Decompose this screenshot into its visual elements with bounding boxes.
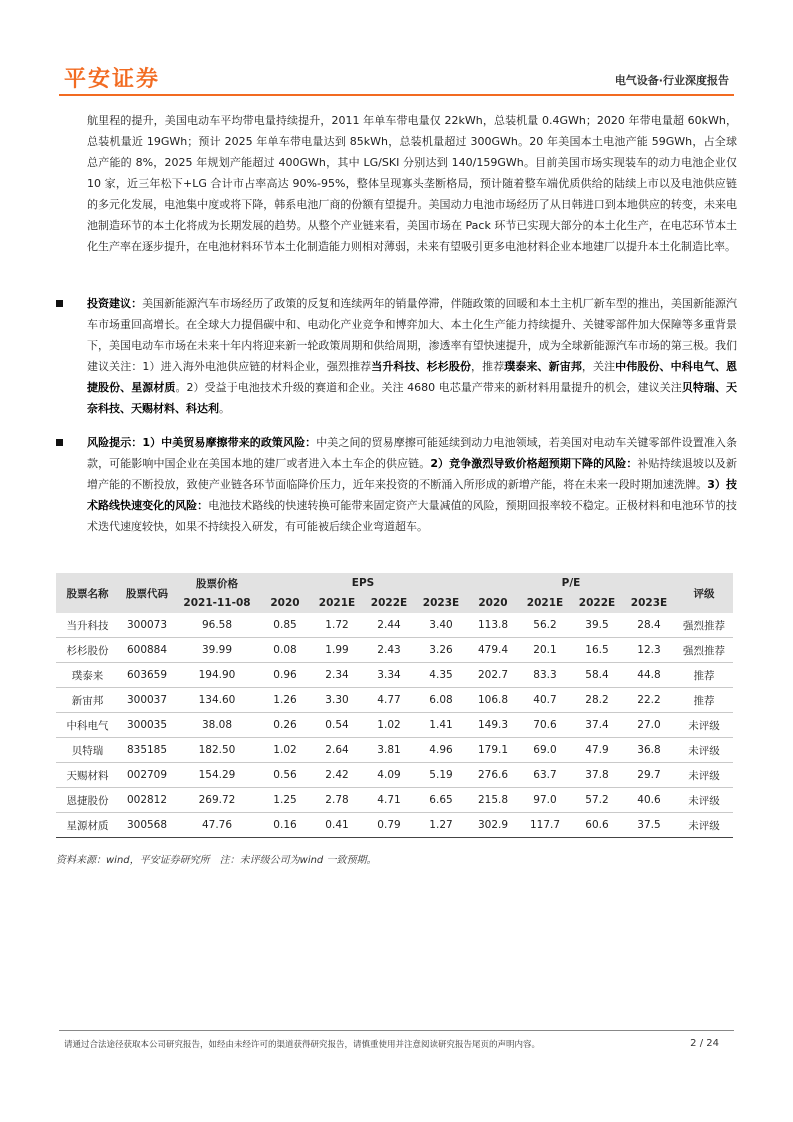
eps-cell: 2.44 [363, 613, 415, 638]
eps-cell: 3.40 [415, 613, 467, 638]
pe-cell: 60.6 [571, 813, 623, 838]
eps-cell: 0.56 [259, 763, 311, 788]
stock-code-cell: 835185 [119, 738, 175, 763]
pe-cell: 37.5 [623, 813, 675, 838]
stock-code-cell: 603659 [119, 663, 175, 688]
stock-price-cell: 96.58 [175, 613, 259, 638]
pe-cell: 83.3 [519, 663, 571, 688]
eps-cell: 1.26 [259, 688, 311, 713]
eps-cell: 4.09 [363, 763, 415, 788]
stock-price-cell: 134.60 [175, 688, 259, 713]
eps-cell: 0.85 [259, 613, 311, 638]
pe-cell: 117.7 [519, 813, 571, 838]
eps-cell: 3.30 [311, 688, 363, 713]
stock-code-cell: 002812 [119, 788, 175, 813]
eps-cell: 2.42 [311, 763, 363, 788]
risk-item-2-text: 补贴持续退坡以及新增产能的不断投放，致使产业链各环节面临降价压力，近年来投资的不断涌入所形成的新增产能，将在未来一段时期加速洗牌。 [87, 457, 738, 491]
pe-cell: 58.4 [571, 663, 623, 688]
eps-cell: 1.27 [415, 813, 467, 838]
pe-cell: 97.0 [519, 788, 571, 813]
eps-cell: 0.08 [259, 638, 311, 663]
table-row [56, 713, 733, 738]
risk-section [56, 432, 737, 537]
stock-price-cell: 38.08 [175, 713, 259, 738]
pe-cell: 56.2 [519, 613, 571, 638]
eps-cell: 4.96 [415, 738, 467, 763]
bullet-square-icon [56, 439, 63, 446]
pe-cell: 63.7 [519, 763, 571, 788]
header-eps: EPS [259, 573, 467, 593]
intro-paragraph: 航里程的提升，美国电动车平均带电量持续提升，2011 年单车带电量仅 22kWh，总装机量 0.4GWh；2020 年带电量超 60kWh，总装机量近 19GWh；预计 2025 年单车带电量达到 85kWh，总装机量超过 300GWh。20 年美国本土电池产能 59GWh，占全球总产能的 8%，2025 年规划产能超过 400GWh，其中 LG/SKI 分别达到 140/159GWh。目前美国市场实现装车的动力电池企业仅 10 家，近三年松下+LG 合计市占率高达 90%-95%，整体呈现寡头垄断格局，预计随着整车端优质供给的陆续上市以及电池供应链的多元化发展，电池集中度或将下降，韩系电池厂商的份额有望提升。美国动力电池市场经历了从日韩进口到本地供应的转变，未来电池制造环节的本土化将成为长期发展的趋势。从整个产业链来看，美国市场在 Pack 环节已实现大部分的本土化生产，在电芯环节本土化生产率在逐步提升，在电池材料环节本土化制造能力则相对薄弱，未来有望吸引更多电池材料企业本地建厂以提升本土化制造比率。 [87, 114, 737, 253]
pe-cell: 37.8 [571, 763, 623, 788]
table-row [56, 638, 733, 663]
eps-cell: 2.34 [311, 663, 363, 688]
stock-code-cell: 002709 [119, 763, 175, 788]
table-source-note: 资料来源：wind，平安证券研究所 注：未评级公司为wind 一致预期。 [56, 855, 377, 866]
eps-cell: 0.79 [363, 813, 415, 838]
stock-price-cell: 39.99 [175, 638, 259, 663]
risk-item-1-text: 中美之间的贸易摩擦可能延续到动力电池领域，若美国对电动车关键零部件设置准入条款，可能影响中国企业在美国本地的建厂或者进入本土车企的供应链。 [87, 436, 738, 470]
pe-cell: 202.7 [467, 663, 519, 688]
eps-cell: 4.35 [415, 663, 467, 688]
eps-cell: 0.54 [311, 713, 363, 738]
pe-cell: 149.3 [467, 713, 519, 738]
investment-strong-buy-stocks: 当升科技、杉杉股份 [371, 360, 472, 373]
stock-rating-table [56, 573, 733, 838]
risk-item-1-title: 1）中美贸易摩擦带来的政策风险： [142, 436, 317, 449]
eps-cell: 3.26 [415, 638, 467, 663]
eps-cell: 6.65 [415, 788, 467, 813]
company-logo: 平安证券 [64, 67, 161, 92]
pe-cell: 179.1 [467, 738, 519, 763]
eps-cell: 0.96 [259, 663, 311, 688]
risk-text [87, 432, 737, 537]
stock-name-cell: 贝特瑞 [56, 738, 119, 763]
rating-cell: 强烈推荐 [675, 638, 733, 663]
table-header-row-1 [56, 573, 733, 593]
risk-label: 风险提示： [87, 436, 143, 449]
page-number: 2 / 24 [690, 1038, 719, 1049]
rating-cell: 推荐 [675, 663, 733, 688]
table-row [56, 738, 733, 763]
stock-code-cell: 600884 [119, 638, 175, 663]
pe-cell: 12.3 [623, 638, 675, 663]
risk-item-2-title: 2）竞争激烈导致价格超预期下降的风险： [430, 457, 638, 470]
stock-name-cell: 新宙邦 [56, 688, 119, 713]
pe-cell: 28.2 [571, 688, 623, 713]
pe-cell: 40.6 [623, 788, 675, 813]
stock-price-cell: 154.29 [175, 763, 259, 788]
eps-cell: 4.77 [363, 688, 415, 713]
table-row [56, 613, 733, 638]
pe-cell: 57.2 [571, 788, 623, 813]
header-eps-year: 2022E [363, 593, 415, 613]
stock-code-cell: 300568 [119, 813, 175, 838]
pe-cell: 106.8 [467, 688, 519, 713]
investment-text-part: 。 [219, 402, 230, 415]
eps-cell: 0.16 [259, 813, 311, 838]
pe-cell: 44.8 [623, 663, 675, 688]
table-row [56, 688, 733, 713]
pe-cell: 20.1 [519, 638, 571, 663]
eps-cell: 1.25 [259, 788, 311, 813]
eps-cell: 3.81 [363, 738, 415, 763]
stock-code-cell: 300073 [119, 613, 175, 638]
stock-price-cell: 194.90 [175, 663, 259, 688]
bullet-square-icon [56, 300, 63, 307]
header-price-date: 2021-11-08 [175, 593, 259, 613]
pe-cell: 36.8 [623, 738, 675, 763]
header-rating: 评级 [675, 573, 733, 613]
pe-cell: 16.5 [571, 638, 623, 663]
eps-cell: 1.02 [259, 738, 311, 763]
pe-cell: 215.8 [467, 788, 519, 813]
eps-cell: 2.78 [311, 788, 363, 813]
pe-cell: 22.2 [623, 688, 675, 713]
eps-cell: 2.64 [311, 738, 363, 763]
investment-4680-stocks: 贝特瑞、天奈科技、天赐材料、科达利 [87, 381, 738, 415]
investment-label: 投资建议： [87, 297, 143, 310]
header-eps-year: 2023E [415, 593, 467, 613]
stock-price-cell: 182.50 [175, 738, 259, 763]
pe-cell: 113.8 [467, 613, 519, 638]
investment-watch-stocks: 中伟股份、中科电气、恩捷股份、星源材质 [87, 360, 738, 394]
table-row [56, 788, 733, 813]
eps-cell: 3.34 [363, 663, 415, 688]
header-eps-year: 2021E [311, 593, 363, 613]
table-row [56, 663, 733, 688]
pe-cell: 276.6 [467, 763, 519, 788]
stock-name-cell: 星源材质 [56, 813, 119, 838]
pe-cell: 70.6 [519, 713, 571, 738]
risk-item-3-text: 电池技术路线的快速转换可能带来固定资产大量减值的风险，预期回报率较不稳定。正极材料和电池环节的技术迭代速度较快，如果不持续投入研发，有可能被后续企业弯道超车。 [87, 499, 738, 533]
eps-cell: 6.08 [415, 688, 467, 713]
pe-cell: 27.0 [623, 713, 675, 738]
eps-cell: 4.71 [363, 788, 415, 813]
pe-cell: 302.9 [467, 813, 519, 838]
eps-cell: 2.43 [363, 638, 415, 663]
investment-text-part: 。2）受益于电池技术升级的赛道和企业。关注 4680 电芯量产带来的新材料用量提升的机会，建议关注 [175, 381, 682, 394]
pe-cell: 69.0 [519, 738, 571, 763]
pe-cell: 29.7 [623, 763, 675, 788]
pe-cell: 479.4 [467, 638, 519, 663]
rating-cell: 未评级 [675, 738, 733, 763]
rating-cell: 未评级 [675, 763, 733, 788]
rating-cell: 强烈推荐 [675, 613, 733, 638]
stock-name-cell: 天赐材料 [56, 763, 119, 788]
stock-name-cell: 杉杉股份 [56, 638, 119, 663]
eps-cell: 5.19 [415, 763, 467, 788]
pe-cell: 39.5 [571, 613, 623, 638]
pe-cell: 47.9 [571, 738, 623, 763]
eps-cell: 1.41 [415, 713, 467, 738]
header-stock-code: 股票代码 [119, 573, 175, 613]
stock-name-cell: 中科电气 [56, 713, 119, 738]
pe-cell: 40.7 [519, 688, 571, 713]
investment-text-part: 美国新能源汽车市场经历了政策的反复和连续两年的销量停滞，伴随政策的回暖和本土主机厂新车型的推出，美国新能源汽车市场重回高增长。在全球大力提倡碳中和、电动化产业竞争和博弈加大、本土化生产能力持续提升、关键零部件加大保障等多重背景下，美国电动车市场在未来十年内将迎来新一轮政策周期和供给周期，渗透率有望快速提升，成为全球新能源汽车市场的第三极。我们建议关注：1）进入海外电池供应链的材料企业，强烈推荐 [87, 297, 738, 373]
rating-cell: 未评级 [675, 788, 733, 813]
rating-cell: 未评级 [675, 713, 733, 738]
header-pe-year: 2022E [571, 593, 623, 613]
investment-section [56, 293, 737, 419]
table-row [56, 813, 733, 838]
investment-text [87, 293, 737, 419]
rating-cell: 未评级 [675, 813, 733, 838]
pe-cell: 37.4 [571, 713, 623, 738]
header-pe-year: 2021E [519, 593, 571, 613]
risk-item-3-title: 3）技术路线快速变化的风险： [87, 478, 738, 512]
stock-code-cell: 300037 [119, 688, 175, 713]
investment-text-part: ，推荐 [471, 360, 505, 373]
header-stock-name: 股票名称 [56, 573, 119, 613]
report-type-label: 电气设备·行业深度报告 [614, 74, 729, 87]
header-pe-year: 2020 [467, 593, 519, 613]
stock-price-cell: 269.72 [175, 788, 259, 813]
investment-buy-stocks: 璞泰来、新宙邦 [504, 360, 582, 373]
eps-cell: 1.99 [311, 638, 363, 663]
header-pe: P/E [467, 573, 675, 593]
header-eps-year: 2020 [259, 593, 311, 613]
table-row [56, 763, 733, 788]
stock-code-cell: 300035 [119, 713, 175, 738]
pe-cell: 28.4 [623, 613, 675, 638]
header-divider [59, 94, 734, 96]
stock-name-cell: 璞泰来 [56, 663, 119, 688]
stock-name-cell: 恩捷股份 [56, 788, 119, 813]
stock-price-cell: 47.76 [175, 813, 259, 838]
rating-cell: 推荐 [675, 688, 733, 713]
header-stock-price: 股票价格 [175, 573, 259, 593]
eps-cell: 1.72 [311, 613, 363, 638]
eps-cell: 1.02 [363, 713, 415, 738]
footer-disclaimer: 请通过合法途径获取本公司研究报告，如经由未经许可的渠道获得研究报告，请慎重使用并注意阅读研究报告尾页的声明内容。 [64, 1040, 541, 1050]
investment-text-part: ，关注 [581, 360, 616, 373]
footer-divider [59, 1030, 734, 1031]
stock-name-cell: 当升科技 [56, 613, 119, 638]
eps-cell: 0.41 [311, 813, 363, 838]
eps-cell: 0.26 [259, 713, 311, 738]
header-pe-year: 2023E [623, 593, 675, 613]
